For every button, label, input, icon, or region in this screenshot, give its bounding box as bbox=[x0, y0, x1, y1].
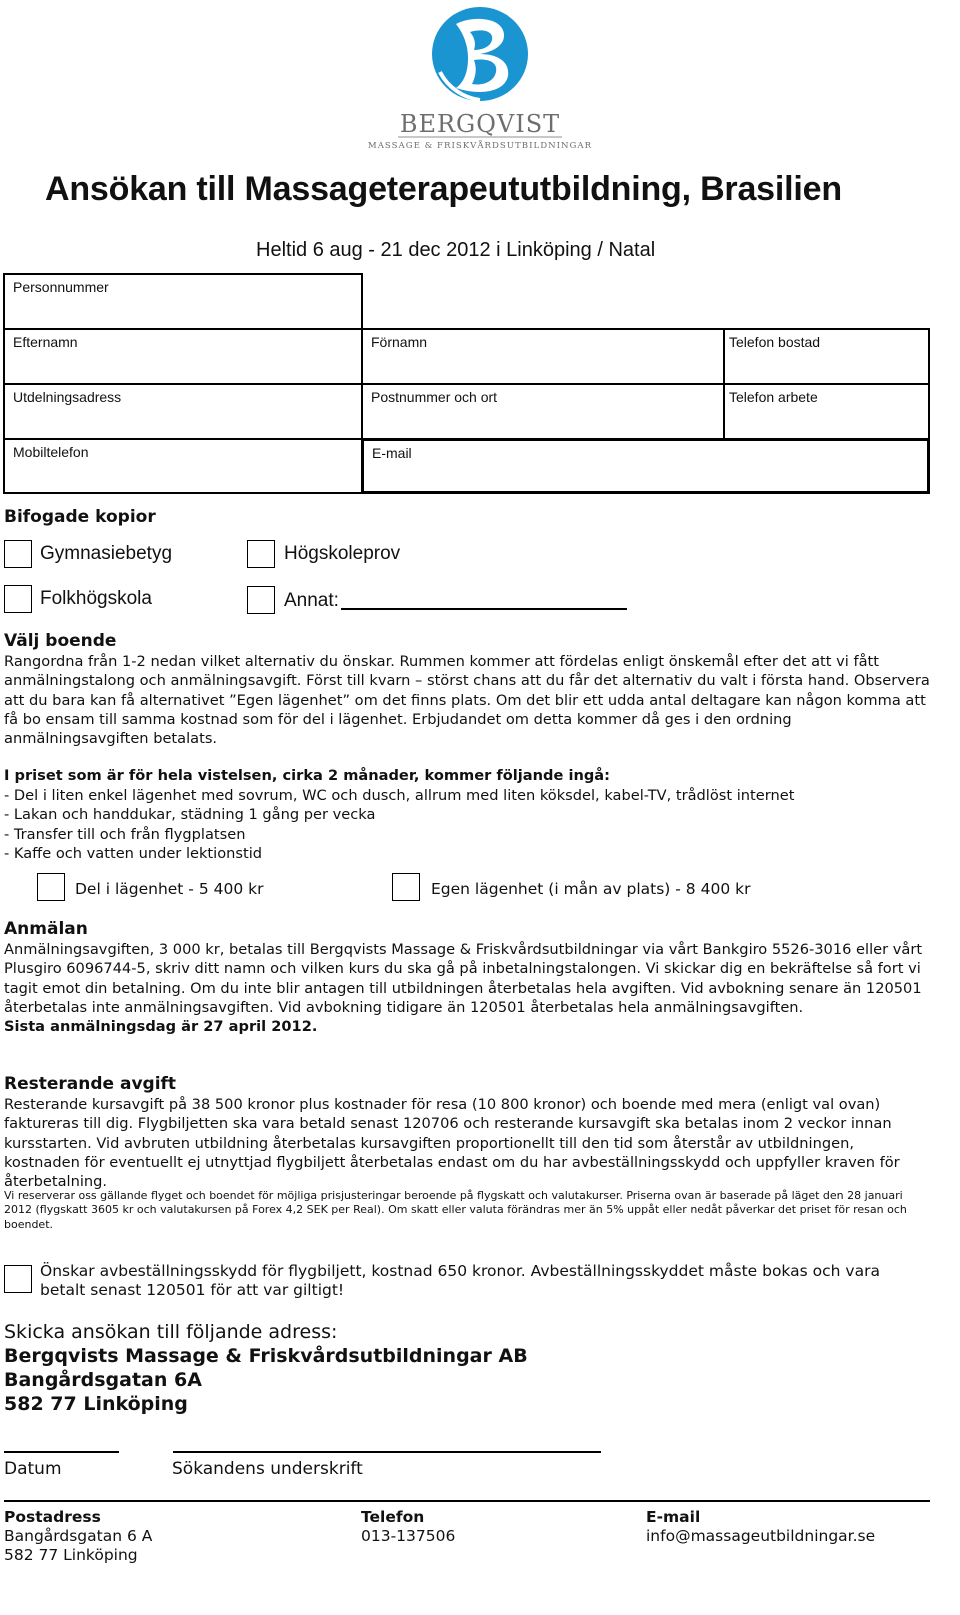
footer-value: Bangårdsgatan 6 A bbox=[4, 1527, 153, 1545]
company-logo bbox=[352, 2, 608, 158]
footer-email bbox=[646, 1508, 875, 1546]
registration-heading: Anmälan bbox=[4, 919, 88, 939]
list-item: - Del i liten enkel lägenhet med sovrum, WC och dusch, allrum med liten köksdel, kabel-TV, trådlöst internet bbox=[4, 787, 795, 804]
send-to-address bbox=[4, 1344, 528, 1416]
list-item: - Lakan och handdukar, städning 1 gång per vecka bbox=[4, 806, 376, 824]
field-label: Utdelningsadress bbox=[13, 389, 122, 405]
page-title: Ansökan till Massageterapeututbildning, Brasilien bbox=[45, 170, 842, 208]
field-personnummer[interactable] bbox=[3, 273, 363, 330]
checkbox-del-i-lagenhet[interactable] bbox=[37, 873, 65, 901]
field-label: Efternamn bbox=[13, 334, 78, 350]
insurance-text: Önskar avbeställningsskydd för flygbiljett, kostnad 650 kronor. Avbeställningsskyddet måste bokas och vara betalt senast 120501 för att var giltigt! bbox=[40, 1262, 880, 1299]
checkbox-egen-lagenhet[interactable] bbox=[392, 873, 420, 901]
list-item: - Kaffe och vatten under lektionstid bbox=[4, 844, 263, 862]
field-fornamn[interactable] bbox=[361, 328, 725, 385]
checkbox-folkhogskola[interactable] bbox=[4, 585, 32, 613]
remaining-text: Resterande kursavgift på 38 500 kronor plus kostnader för resa (10 800 kronor) och boende med mera (enligt val ovan) faktureras till dig. Flygbiljetten ska vara betald senast 120706 och resterande kursavgift ska betalas inom 2 veckor innan kursstarten. Vid avbruten utbildning återbetalas kursavgiften proportionellt till den tid som återstår av utbildningen, kostnaden för eventuellt ej utnyttjad flygbiljett återbetalas endast om du har avbeställningsskydd och uppfyller kraven för återbetalning. bbox=[4, 1096, 900, 1191]
field-telefon-arbete[interactable] bbox=[723, 383, 930, 440]
field-utdelningsadress[interactable] bbox=[3, 383, 363, 440]
footer-label: Postadress bbox=[4, 1508, 101, 1526]
field-label: E-mail bbox=[372, 445, 412, 461]
checkbox-label: Gymnasiebetyg bbox=[40, 543, 173, 564]
footer-label: E-mail bbox=[646, 1508, 701, 1526]
checkbox-annat[interactable] bbox=[247, 586, 275, 614]
field-label: Telefon bostad bbox=[729, 334, 821, 350]
checkbox-avbestallningsskydd[interactable] bbox=[4, 1265, 32, 1293]
datum-line[interactable] bbox=[4, 1451, 119, 1453]
list-item: - Transfer till och från flygplatsen bbox=[4, 825, 246, 843]
address-street: Bangårdsgatan 6A bbox=[4, 1369, 202, 1391]
annat-underline[interactable] bbox=[341, 608, 627, 610]
registration-text: Anmälningsavgiften, 3 000 kr, betalas till Bergqvists Massage & Friskvårdsutbildningar via vårt Bankgiro 5526-3016 eller vårt Plusgiro 6096744-5, skriv ditt namn och vilken kurs du ska gå på inbetalningstalongen. Vi skickar dig en bekräftelse så fort vi tagit emot din betalning. Om du inte blir antagen till utbildningen återbetalas hela avgiften. Vid avbokning senare än 120501 återbetalas inte anmälningsavgiften. Vid avbokning tidigare än 120501 återbetalas hela anmälningsavgiften. Sista anmälningsdag är 27 april 2012. bbox=[4, 940, 934, 1036]
includes-list bbox=[4, 786, 934, 863]
housing-heading: Välj boende bbox=[4, 631, 117, 651]
footer-value: 013-137506 bbox=[361, 1527, 456, 1545]
signature-line[interactable] bbox=[173, 1451, 601, 1453]
send-to-intro: Skicka ansökan till följande adress: bbox=[4, 1321, 338, 1343]
checkbox-label: Egen lägenhet (i mån av plats) - 8 400 kr bbox=[431, 880, 751, 898]
copies-heading: Bifogade kopior bbox=[4, 507, 156, 527]
logo-tagline-text: MASSAGE & FRISKVÅRDSUTBILDNINGAR bbox=[367, 141, 593, 151]
page-subtitle: Heltid 6 aug - 21 dec 2012 i Linköping / Natal bbox=[256, 239, 656, 261]
housing-text: Rangordna från 1-2 nedan vilket alternativ du önskar. Rummen kommer att fördelas enligt önskemål efter det att vi fått anmälningstalong och anmälningsavgift. Först till kvarn – störst chans att du får det alternativ du valt i första hand. Observera att du bara kan få alternativet ”Egen lägenhet” om det finns plats. Om det blir ett udda antal deltagare kan någon komma att få bo ensam till samma kostnad som för del i lägenhet. Erbjudandet om detta kommer då ges i den ordning anmälningsavgiften betalats. bbox=[4, 653, 930, 748]
checkbox-label: Högskoleprov bbox=[284, 543, 401, 564]
datum-label: Datum bbox=[4, 1459, 62, 1479]
checkbox-label: Annat: bbox=[284, 590, 339, 611]
address-city: 582 77 Linköping bbox=[4, 1393, 188, 1415]
field-label: Förnamn bbox=[371, 334, 428, 350]
field-label: Telefon arbete bbox=[729, 389, 818, 405]
footer-telefon bbox=[361, 1508, 455, 1546]
footer-email-link[interactable]: info@massageutbildningar.se bbox=[646, 1527, 876, 1545]
field-postnummer-ort[interactable] bbox=[361, 383, 725, 440]
field-label: Postnummer och ort bbox=[371, 389, 498, 405]
logo-graphic bbox=[352, 2, 608, 158]
checkbox-gymnasiebetyg[interactable] bbox=[4, 540, 32, 568]
field-mobiltelefon[interactable] bbox=[3, 438, 363, 494]
checkbox-label: Del i lägenhet - 5 400 kr bbox=[75, 880, 264, 898]
field-email[interactable] bbox=[361, 438, 930, 494]
footer-value: 582 77 Linköping bbox=[4, 1546, 138, 1564]
includes-heading: I priset som är för hela vistelsen, cirka 2 månader, kommer följande ingå: bbox=[4, 767, 610, 784]
footer-label: Telefon bbox=[361, 1508, 425, 1526]
remaining-heading: Resterande avgift bbox=[4, 1074, 177, 1094]
small-print: Vi reserverar oss gällande flyget och boendet för möjliga prisjusteringar beroende på flygskatt och valutakurser. Priserna ovan är baserade på läget den 28 januari 2012 (flygskatt 3605 kr och valutakursen på Forex 4,2 SEK per Real). Om skatt eller valuta förändras mer än 5% uppåt eller nedåt påverkar det priset för resan och boendet. bbox=[4, 1189, 907, 1231]
field-label: Mobiltelefon bbox=[13, 444, 89, 460]
registration-deadline: Sista anmälningsdag är 27 april 2012. bbox=[4, 1018, 318, 1036]
footer-divider bbox=[4, 1500, 930, 1502]
logo-brand-text: BERGQVIST bbox=[399, 110, 561, 138]
checkbox-hogskoleprov[interactable] bbox=[247, 540, 275, 568]
field-label: Personnummer bbox=[13, 279, 109, 295]
address-company: Bergqvists Massage & Friskvårdsutbildningar AB bbox=[4, 1345, 528, 1367]
field-efternamn[interactable] bbox=[3, 328, 363, 385]
signature-label: Sökandens underskrift bbox=[172, 1459, 363, 1479]
footer-postadress bbox=[4, 1508, 152, 1565]
checkbox-label: Folkhögskola bbox=[40, 588, 152, 609]
field-telefon-bostad[interactable] bbox=[723, 328, 930, 385]
